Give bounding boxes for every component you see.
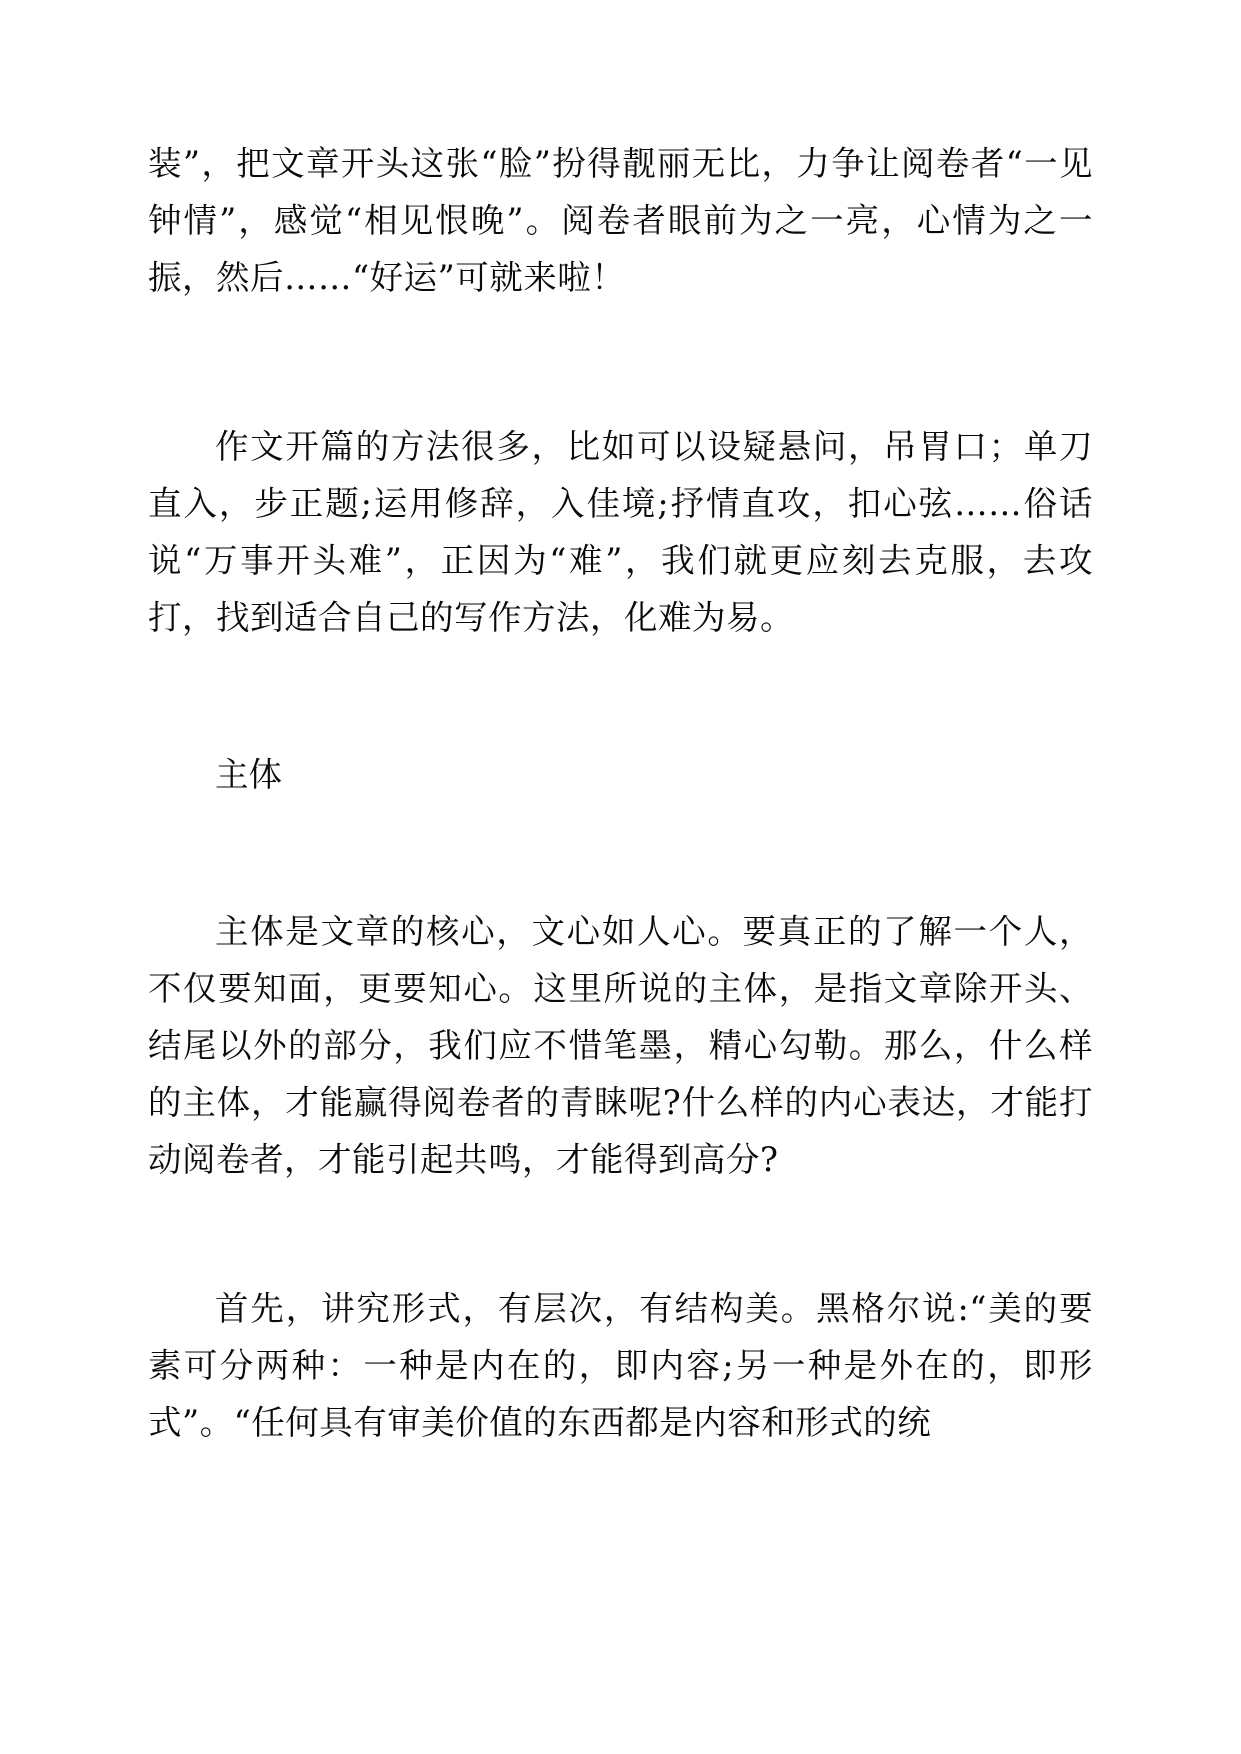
document-body [148,135,1093,1451]
paragraph-opening-methods: 作文开篇的方法很多，比如可以设疑悬问，吊胃口；单刀直入，步正题;运用修辞，入佳境;抒情直攻，扣心弦……俗话说“万事开头难”，正因为“难”，我们就更应刻去克服，去攻打，找到适合自己的写作方法，化难为易。 [148,427,1093,637]
paragraph-spacer [148,1188,1093,1280]
paragraph-opening-continuation: 装”，把文章开头这张“脸”扮得靓丽无比，力争让阅卷者“一见钟情”，感觉“相见恨晚”。阅卷者眼前为之一亮，心情为之一振，然后……“好运”可就来啦！ [148,144,1093,297]
paragraph-spacer [148,803,1093,903]
paragraph-main-body-core: 主体是文章的核心，文心如人心。要真正的了解一个人，不仅要知面，更要知心。这里所说的主体，是指文章除开头、结尾以外的部分，我们应不惜笔墨，精心勾勒。那么，什么样的主体，才能赢得阅卷者的青睐呢?什么样的内心表达，才能打动阅卷者，才能引起共鸣，才能得到高分? [148,912,1093,1179]
section-heading-main-body: 主体 [215,755,282,794]
paragraph-spacer [148,646,1093,746]
paragraph-form-structure: 首先，讲究形式，有层次，有结构美。黑格尔说:“美的要素可分两种：一种是内在的，即内容;另一种是外在的，即形式”。“任何具有审美价值的东西都是内容和形式的统 [148,1289,1093,1442]
paragraph-spacer [148,306,1093,418]
